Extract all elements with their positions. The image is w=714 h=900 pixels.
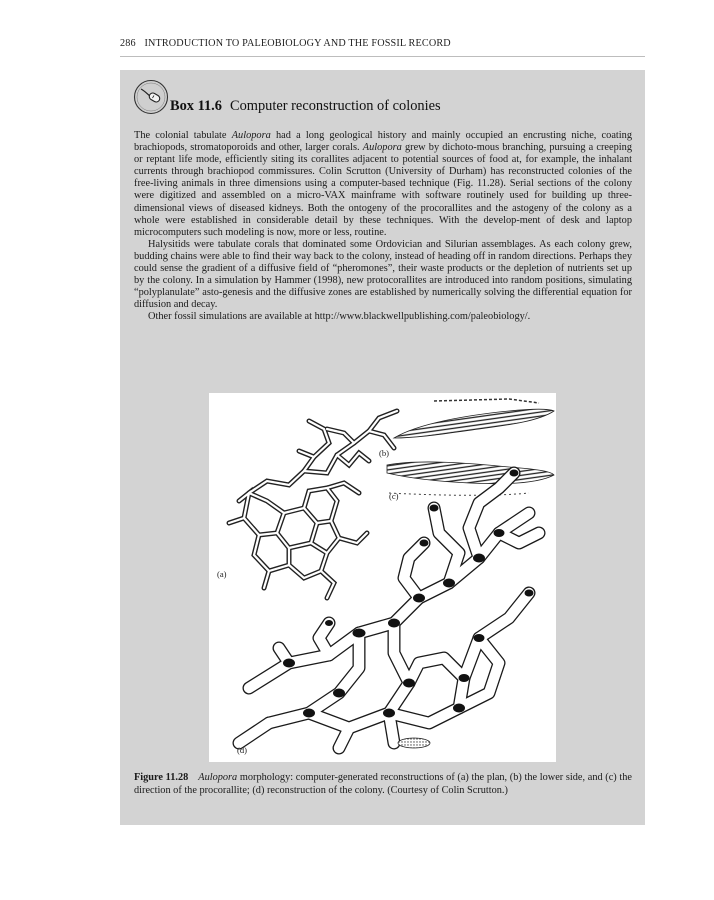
- feature-box: [120, 70, 645, 825]
- figure-caption: [134, 771, 632, 797]
- panel-c-procorallite-direction: [387, 462, 554, 495]
- running-title: INTRODUCTION TO PALEOBIOLOGY AND THE FOSSIL RECORD: [144, 38, 451, 49]
- panel-label-c: (c): [389, 491, 399, 501]
- panel-label-b: (b): [379, 448, 390, 458]
- computer-mouse-icon: [133, 79, 169, 115]
- box-body: [134, 130, 632, 324]
- header-rule: [120, 56, 645, 57]
- caption-genus: Aulopora: [198, 772, 238, 783]
- box-title-text: Computer reconstruction of colonies: [229, 98, 441, 114]
- figure-panel: [209, 393, 556, 762]
- paragraph-3: Other fossil simulations are available at http://www.blackwellpublishing.com/paleobiology/.: [148, 311, 531, 323]
- box-title: [170, 98, 441, 115]
- panel-label-a: (a): [217, 569, 227, 579]
- paragraph-1-part-c: had a long geological history and mainly occupied an encrusting niche, coating brachiopods, stromatoporoids and other, larger corals.: [134, 130, 632, 154]
- paragraph-1-part-e: grew by dichoto-mous branching, pursuing a creeping or reptant life mode, efficiently siting its corallites adjacent to potential sources of food at, for example, the inhalant currents through brachiopod commissures. Colin Scrutton (University of Durham) has reconstructed colonies of the free-living animals in three dimensions using a computer-based technique (Fig. 11.28). Serial sections of the colony were digitized and assembled on a micro-VAX mainframe with software routinely used for building up three-dimensional views of diseased kidneys. Both the ontogeny of the procorallites and the astogeny of the colony as a whole were established in considerable detail by these techniques. With the develop-ment of desk and laptop microcomputers such modeling is now, more or less, routine.: [134, 142, 633, 238]
- paragraph-2: Halysitids were tabulate corals that dominated some Ordovician and Silurian assemblages. As each colony grew, budding chains were able to find their way back to the colony, instead of heading off in random directions. Perhaps they could sense the gradient of a diffusive field of “pheromones”, their waste products or the depletion of nutrients set up by the colony. In a simulation by Hammer (1998), new protocorallites are introduced into random positions, simulating “polyplanulate” asto-genesis and the diffusive zones are established by numerically solving the differential equation for diffusion and decay.: [134, 238, 632, 311]
- paragraph-1-part-a: The colonial tabulate: [134, 130, 232, 141]
- page-number: 286: [120, 38, 136, 49]
- paragraph-1: [134, 130, 632, 239]
- running-head: [120, 38, 451, 49]
- panel-label-d: (d): [237, 745, 248, 755]
- genus-name: Aulopora: [362, 142, 402, 154]
- figure-number: Figure 11.28: [134, 772, 189, 783]
- panel-b-lower-side: [394, 399, 554, 438]
- caption-text: morphology: computer-generated reconstructions of (a) the plan, (b) the lower side, and (c) the direction of the procorallite; (d) reconstruction of the colony. (Courtesy of Colin Scrutton.): [134, 772, 632, 797]
- genus-name: Aulopora: [231, 130, 271, 141]
- box-number: Box 11.6: [170, 98, 222, 114]
- panel-a-plan-view: [229, 411, 397, 598]
